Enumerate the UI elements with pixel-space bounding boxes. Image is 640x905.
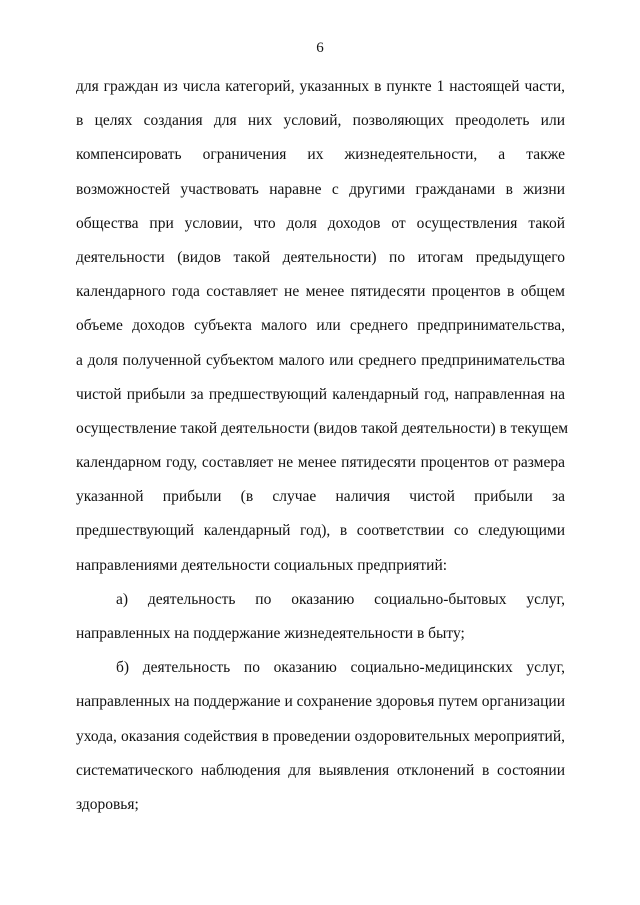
text-line: для граждан из числа категорий, указанных в пункте 1 настоящей части, — [76, 78, 565, 95]
text-line: осуществление такой деятельности (видов такой деятельности) в текущем — [76, 419, 569, 437]
text-line: здоровья; — [76, 795, 139, 813]
document-body — [76, 76, 569, 828]
text-line: направленных на поддержание и сохранение здоровья путем организации — [76, 693, 565, 711]
text-line: календарном году, составляет не менее пятидесяти процентов от размера — [76, 454, 565, 472]
text-line: календарного года составляет не менее пятидесяти процентов в общем — [76, 283, 565, 301]
list-item-a: а) деятельность по оказанию социально-бытовых услуг, — [116, 590, 565, 608]
text-line: компенсировать ограничения их жизнедеятельности, а также — [76, 146, 565, 164]
text-line: систематического наблюдения для выявления отклонений в состоянии — [76, 761, 565, 779]
text-line: общества при условии, что доля доходов от осуществления такой — [76, 214, 565, 232]
text-line: предшествующий календарный год), в соответствии со следующими — [76, 522, 565, 540]
text-line: указанной прибыли (в случае наличия чистой прибыли за — [76, 488, 565, 506]
page-number: 6 — [316, 40, 324, 56]
text-line: деятельности (видов такой деятельности) по итогам предыдущего — [76, 248, 565, 266]
text-line: возможностей участвовать наравне с другими гражданами в жизни — [76, 180, 565, 198]
text-line: чистой прибыли за предшествующий календарный год, направленная на — [76, 385, 565, 403]
list-item-b: б) деятельность по оказанию социально-медицинских услуг, — [116, 659, 565, 677]
text-line: направленных на поддержание жизнедеятельности в быту; — [76, 625, 465, 642]
text-line: в целях создания для них условий, позволяющих преодолеть или — [76, 112, 565, 130]
text-line: а доля полученной субъектом малого или среднего предпринимательства — [76, 351, 565, 369]
text-line: направлениями деятельности социальных предприятий: — [76, 556, 448, 574]
text-line: объеме доходов субъекта малого или среднего предпринимательства, — [76, 317, 565, 335]
text-line: ухода, оказания содействия в проведении оздоровительных мероприятий, — [76, 727, 565, 745]
